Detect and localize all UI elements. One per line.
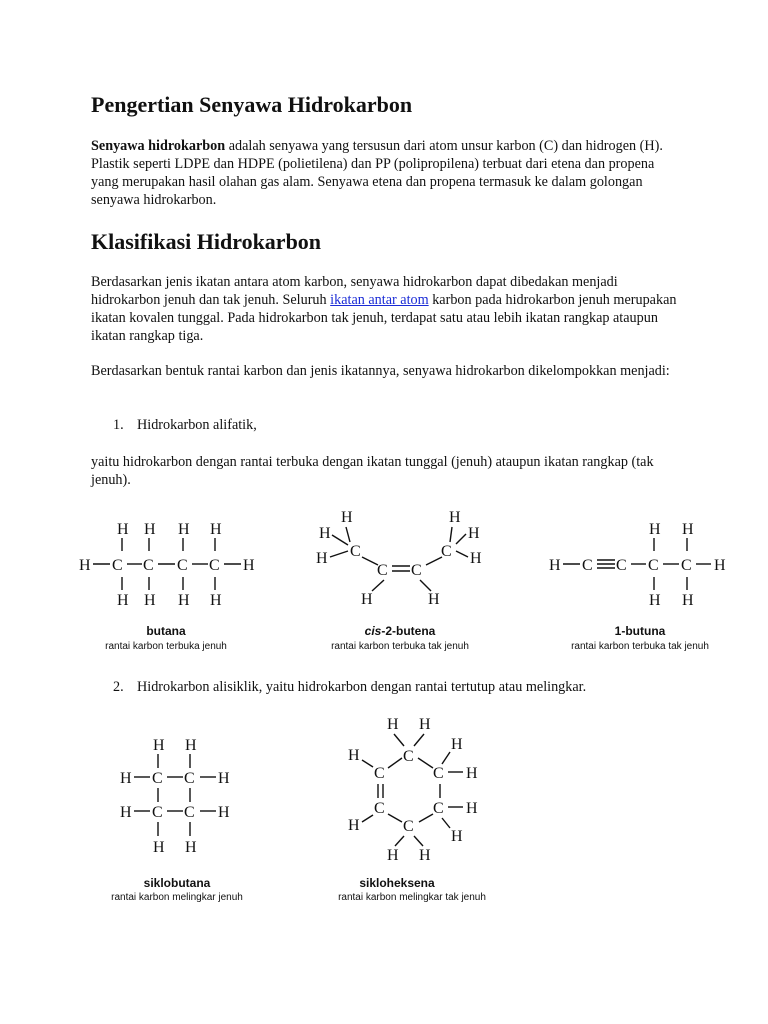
atom-c: C [433,765,444,782]
atom-h: H [185,737,197,754]
atom-h: H [470,550,482,567]
atom-h: H [348,817,360,834]
atom-c: C [582,557,593,574]
atom-h: H [218,770,230,787]
caption-butana-name: butana [146,624,186,638]
atom-c: C [152,770,163,787]
atom-h: H [120,804,132,821]
1-butuna-structure [545,515,740,615]
atom-h: H [120,770,132,787]
atom-h: H [144,521,156,538]
list-item-2-number: 2. [113,679,124,695]
atom-c: C [374,765,385,782]
atom-c: C [209,557,220,574]
atom-h: H [218,804,230,821]
atom-c: C [616,557,627,574]
atom-h: H [144,592,156,609]
atom-h: H [153,839,165,856]
atom-h: H [451,736,463,753]
atom-c: C [177,557,188,574]
atom-h: H [419,716,431,733]
atom-c: C [403,818,414,835]
list-item-1-text: Hidrokarbon alifatik, [137,417,257,433]
caption-cis-2-butena-name [330,624,470,638]
atom-h: H [361,591,373,608]
caption-butuna-name: 1-butuna [614,624,666,638]
atom-h: H [319,525,331,542]
atom-c: C [152,804,163,821]
atom-c: C [377,562,388,579]
atom-h: H [178,521,190,538]
link-ikatan-antar-atom[interactable]: ikatan antar atom [330,292,429,308]
atom-h: H [117,521,129,538]
heading-pengertian: Pengertian Senyawa Hidrokarbon [91,92,413,117]
bold-term: Senyawa hidrokarbon [91,138,226,154]
atom-h: H [682,521,694,538]
atom-h: H [466,765,478,782]
atom-h: H [387,716,399,733]
atom-h: H [468,525,480,542]
paragraph-klasifikasi-1 [91,273,683,345]
atom-c: C [350,543,361,560]
atom-h: H [117,592,129,609]
siklobutana-structure [115,735,245,860]
atom-c: C [374,800,385,817]
caption-sikloheksena-desc: rantai karbon melingkar tak jenuh [338,892,486,903]
paragraph-alifatik-desc: yaitu hidrokarbon dengan rantai terbuka dengan ikatan tunggal (jenuh) ataupun ikatan rangkap (tak jenuh). [91,454,654,488]
atom-h: H [682,592,694,609]
caption-cis-2-butena-desc: rantai karbon terbuka tak jenuh [331,641,469,652]
caption-sikloheksena-name: sikloheksena [359,876,435,890]
atom-c: C [433,800,444,817]
caption-cis-prefix: cis [364,624,382,638]
atom-h: H [210,592,222,609]
paragraph-text: karbon pada hidrokarbon jenuh merupakan ikatan kovalen tunggal. Pada hidrokarbon tak jenuh, terdapat satu atau lebih ikatan rangkap ataupun ikatan rangkap tiga. [91,292,677,344]
list-item-2-text: Hidrokarbon alisiklik, yaitu hidrokarbon dengan rantai tertutup atau melingkar. [137,679,587,695]
paragraph-text: Berdasarkan jenis ikatan antara atom karbon, senyawa hidrokarbon dapat dibedakan menjadi hidrokarbon jenuh dan tak jenuh. Seluruh [91,274,618,308]
atom-h: H [153,737,165,754]
atom-h: H [419,847,431,862]
paragraph-pengertian [91,137,683,209]
caption-siklobutana-name: siklobutana [143,876,211,890]
atom-h: H [449,509,461,526]
atom-h: H [466,800,478,817]
heading-klasifikasi: Klasifikasi Hidrokarbon [91,229,322,254]
list-item-1-number: 1. [113,417,124,433]
atom-h: H [649,592,661,609]
sikloheksena-structure [340,712,490,862]
atom-h: H [451,828,463,845]
atom-c: C [411,562,422,579]
caption-butuna-desc: rantai karbon terbuka tak jenuh [571,641,709,652]
caption-butana-desc: rantai karbon terbuka jenuh [105,641,227,652]
atom-h: H [348,747,360,764]
atom-h: H [714,557,726,574]
atom-c: C [112,557,123,574]
atom-c: C [143,557,154,574]
atom-c: C [184,770,195,787]
paragraph-klasifikasi-2: Berdasarkan bentuk rantai karbon dan jenis ikatannya, senyawa hidrokarbon dikelompokkan menjadi: [91,363,670,379]
atom-h: H [387,847,399,862]
paragraph-text: adalah senyawa yang tersusun dari atom unsur karbon (C) dan hidrogen (H). Plastik seperti LDPE dan HDPE (polietilena) dan PP (polipropilena) terbuat dari etena dan propena yang merupakan hasil olahan gas alam. Senyawa etena dan propena termasuk ke dalam golongan senyawa hidrokarbon. [91,138,663,208]
atom-h: H [316,550,328,567]
atom-h: H [79,557,91,574]
atom-h: H [649,521,661,538]
atom-c: C [403,748,414,765]
atom-h: H [549,557,561,574]
caption-siklobutana-desc: rantai karbon melingkar jenuh [111,892,243,903]
atom-h: H [341,509,353,526]
atom-h: H [185,839,197,856]
atom-h: H [428,591,440,608]
butana-structure [74,515,274,615]
atom-c: C [648,557,659,574]
atom-h: H [210,521,222,538]
cis-2-butena-structure [310,505,510,610]
atom-h: H [243,557,255,574]
atom-c: C [184,804,195,821]
atom-h: H [178,592,190,609]
atom-c: C [441,543,452,560]
atom-c: C [681,557,692,574]
caption-butena-rest: -2-butena [381,624,436,638]
